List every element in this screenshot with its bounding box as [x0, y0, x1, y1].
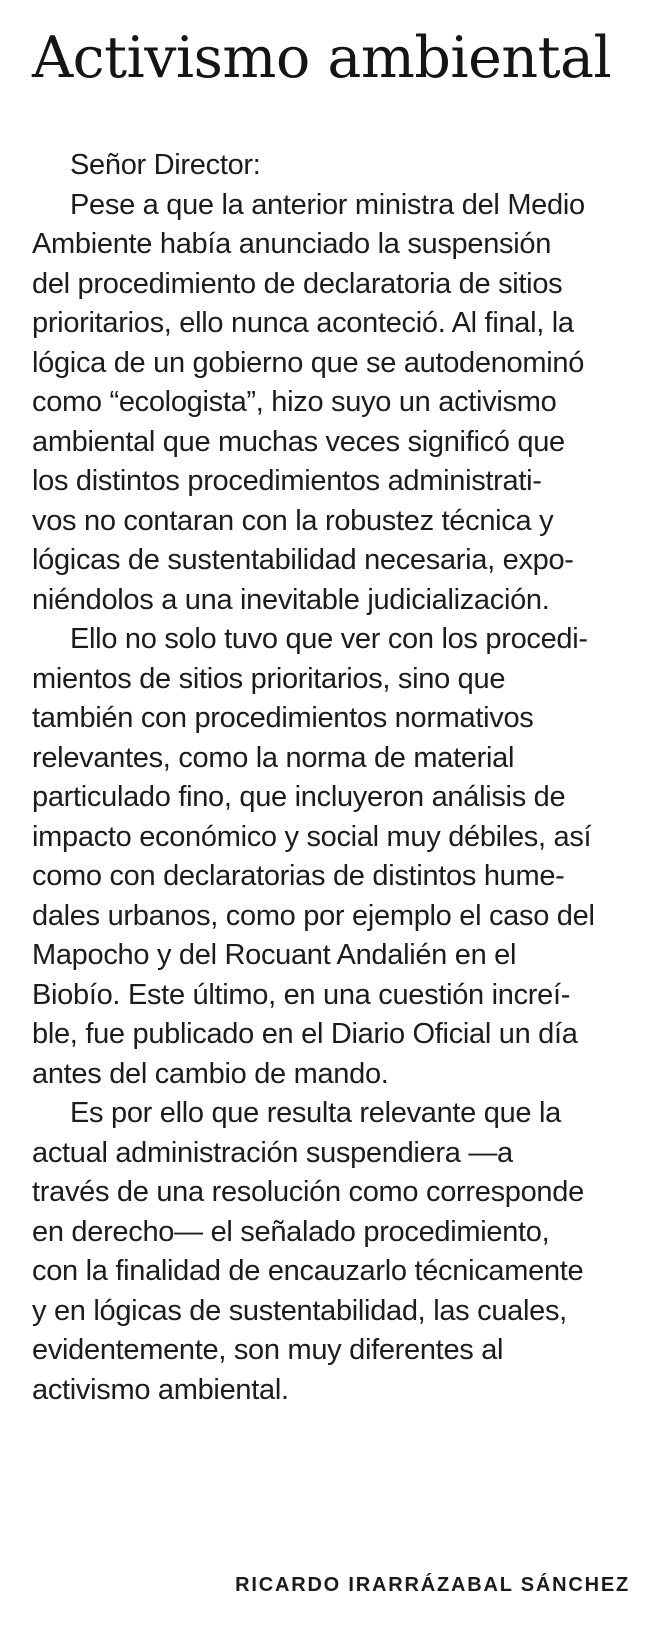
- body-line: relevantes, como la norma de material: [32, 741, 515, 774]
- body-line: Ambiente había anunciado la suspensión: [32, 228, 552, 260]
- body-line: en derecho— el señalado procedimiento,: [32, 1215, 550, 1248]
- body-line: través de una resolución como corresponde: [32, 1176, 584, 1208]
- body-line: también con procedimientos normativos: [32, 702, 534, 734]
- body-line: dales urbanos, como por ejemplo el caso del: [32, 899, 595, 932]
- body-line: Pese a que la anterior ministra del Medio: [70, 188, 585, 221]
- body-line: y en lógicas de sustentabilidad, las cuales,: [32, 1294, 567, 1327]
- body-line: del procedimiento de declaratoria de sitios: [32, 267, 563, 300]
- body-line: Ello no solo tuvo que ver con los procedi-: [70, 623, 588, 655]
- body-line: actual administración suspendiera —a: [32, 1136, 513, 1169]
- body-line: Mapocho y del Rocuant Andalién en el: [32, 939, 517, 971]
- body-line: lógicas de sustentabilidad necesaria, expo-: [32, 544, 574, 576]
- headline: Activismo ambiental: [32, 25, 612, 91]
- body-line: niéndolos a una inevitable judicialización.: [32, 583, 550, 616]
- body-line: con la finalidad de encauzarlo técnicamente: [32, 1255, 584, 1287]
- body-line: ambiental que muchas veces significó que: [32, 425, 565, 458]
- body-line: activismo ambiental.: [32, 1373, 289, 1406]
- body-line: como “ecologista”, hizo suyo un activismo: [32, 386, 557, 418]
- author-signature: RICARDO IRARRÁZABAL SÁNCHEZ: [235, 1574, 630, 1596]
- body-line: antes del cambio de mando.: [32, 1057, 389, 1090]
- salutation-line: Señor Director:: [70, 149, 261, 181]
- letter-article: [32, 0, 662, 1410]
- body-line: prioritarios, ello nunca aconteció. Al final, la: [32, 307, 574, 339]
- body-line: mientos de sitios prioritarios, sino que: [32, 662, 506, 695]
- body-line: vos no contaran con la robustez técnica y: [32, 504, 554, 537]
- body-line: los distintos procedimientos administrati-: [32, 465, 542, 497]
- body-line: como con declaratorias de distintos hume-: [32, 860, 565, 892]
- body-line: Es por ello que resulta relevante que la: [70, 1097, 561, 1129]
- body-line: evidentemente, son muy diferentes al: [32, 1334, 504, 1366]
- body-line: lógica de un gobierno que se autodenominó: [32, 346, 585, 379]
- letter-body: [32, 146, 662, 1410]
- body-line: impacto económico y social muy débiles, así: [32, 820, 592, 853]
- body-line: particulado fino, que incluyeron análisis de: [32, 781, 566, 813]
- body-line: Biobío. Este último, en una cuestión increí-: [32, 978, 571, 1011]
- body-line: ble, fue publicado en el Diario Oficial un día: [32, 1018, 578, 1050]
